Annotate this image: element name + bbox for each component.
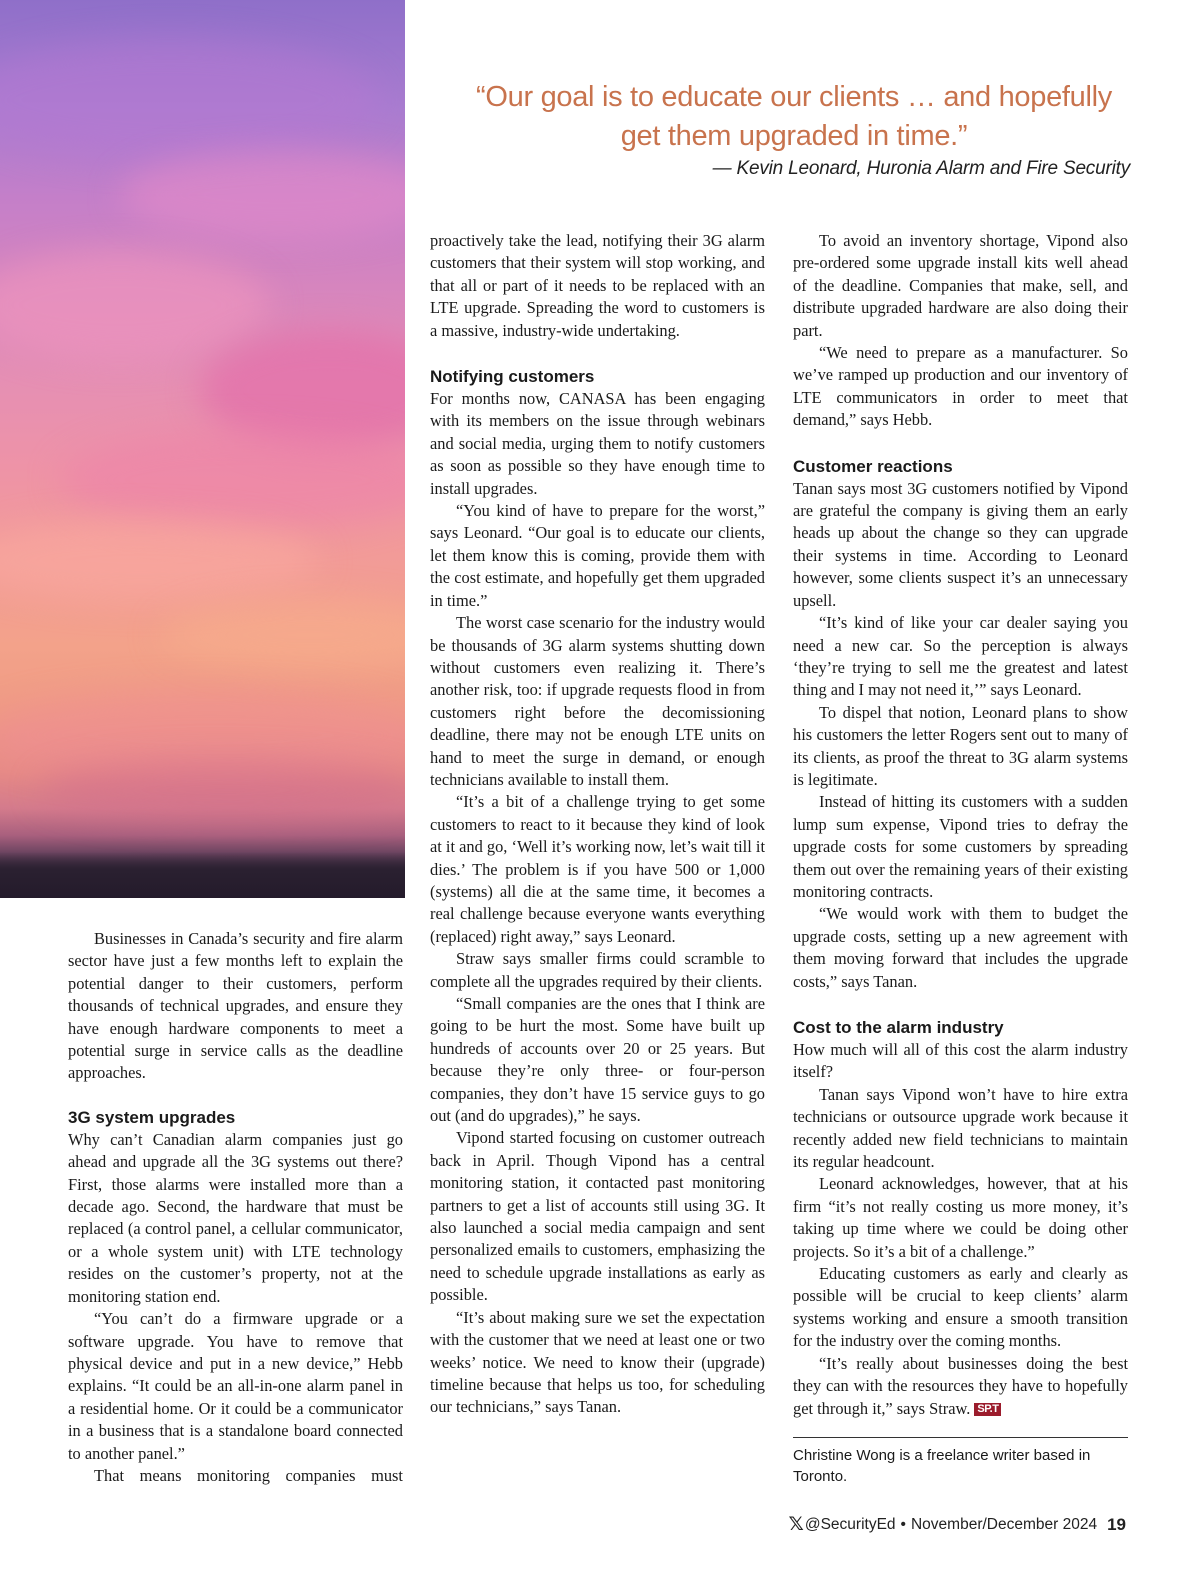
paragraph: “You kind of have to prepare for the worst,” says Leonard. “Our goal is to educate our clients, let them know this is coming, provide them with the cost estimate, and hopefully get them upgraded in time.” — [430, 501, 765, 610]
paragraph: “It’s about making sure we set the expectation with the customer that we need at least one or two weeks’ notice. We need to know their (upgrade) timeline because that helps us too, for scheduling our technicians,” says Tanan. — [430, 1307, 765, 1417]
article-column-2 — [430, 230, 765, 1419]
paragraph: Vipond started focusing on customer outreach back in April. Though Vipond has a central monitoring station, it contacted past monitoring partners to get a list of accounts still using 3G. It also launched a social media campaign and sent personalized emails to customers, emphasizing the need to schedule upgrade installations as early as possible. — [430, 1128, 765, 1305]
paragraph: “We would work with them to budget the upgrade costs, setting up a new agreement with them moving forward that includes the upgrade costs,” says Tanan. — [793, 904, 1128, 991]
social-handle: @SecurityEd — [804, 1515, 896, 1533]
paragraph: Straw says smaller firms could scramble to complete all the upgrades required by their clients. — [430, 949, 765, 991]
section-heading: Customer reactions — [793, 456, 953, 476]
paragraph: The worst case scenario for the industry would be thousands of 3G alarm systems shutting down without customers even realizing it. There’s another risk, too: if upgrade requests flood in from customers right before the decomissioning deadline, there may not be enough LTE units on hand to meet the surge in demand, or enough technicians available to install them. — [430, 613, 765, 789]
paragraph: To avoid an inventory shortage, Vipond also pre-ordered some upgrade install kits well ahead of the deadline. Companies that make, sell, and distribute upgraded hardware are also doing their part. — [793, 231, 1128, 340]
paragraph: That means monitoring companies must — [94, 1465, 403, 1485]
pull-quote-text: “Our goal is to educate our clients … and hopefully get them upgraded in time.” — [476, 81, 1112, 152]
paragraph: “It’s kind of like your car dealer saying you need a new car. So the perception is always ‘they’re trying to sell me the greatest and latest thing and I may not need it,’” says Leonard. — [793, 613, 1128, 700]
paragraph: Educating customers as early and clearly as possible will be crucial to keep clients’ alarm systems working and ensure a smooth transition for the industry over the coming months. — [793, 1264, 1128, 1351]
author-bio: Christine Wong is a freelance writer based in Toronto. — [793, 1437, 1128, 1487]
footer-separator: • — [900, 1515, 906, 1533]
paragraph: Tanan says Vipond won’t have to hire extra technicians or outsource upgrade work because it recently added new field technicians to maintain its regular headcount. — [793, 1084, 1128, 1172]
section-heading: Cost to the alarm industry — [793, 1018, 1004, 1037]
paragraph: To dispel that notion, Leonard plans to show his customers the letter Rogers sent out to many of its clients, as proof the threat to 3G alarm systems is legitimate. — [793, 702, 1128, 789]
paragraph: Why can’t Canadian alarm companies just go ahead and upgrade all the 3G systems out there? First, those alarms were installed more than a decade ago. Second, the hardware that must be replaced (a control panel, a cellular communicator, or a whole system unit) with LTE technology resides on the customer’s property, not at the monitoring station end. — [68, 1129, 403, 1306]
pull-quote — [430, 78, 1130, 180]
issue-date: November/December 2024 — [910, 1515, 1098, 1533]
section-heading: Notifying customers — [430, 367, 595, 387]
section-heading: 3G system upgrades — [68, 1107, 236, 1127]
final-paragraph — [793, 1353, 1128, 1420]
paragraph: Businesses in Canada’s security and fire alarm sector have just a few months left to explain the potential danger to their customers, perform thousands of technical upgrades, and ensure they have enough hardware components to meet a potential surge in service calls as the deadline approaches. — [68, 929, 403, 1083]
paragraph: “We need to prepare as a manufacturer. So we’ve ramped up production and our inventory of LTE communicators in order to meet that demand,” says Hebb. — [793, 343, 1128, 430]
end-mark-logo: SP.T — [974, 1403, 1001, 1416]
x-logo-icon: 𝕏 — [788, 1514, 804, 1535]
paragraph-text: “It’s really about businesses doing the best they can with the resources they have to hopefully get through it,” says Straw. — [793, 1353, 1128, 1418]
page-number: 19 — [1107, 1514, 1126, 1534]
sunset-photo — [0, 0, 405, 898]
city-horizon — [0, 852, 405, 898]
article-column-3 — [793, 230, 1128, 1420]
paragraph: “Small companies are the ones that I think are going to be hurt the most. Some have built up hundreds of accounts over 20 or 25 years. But because they’re only three- or four-person companies, they don’t have 15 service guys to go out (and do upgrades),” he says. — [430, 994, 765, 1126]
paragraph: proactively take the lead, notifying their 3G alarm customers that their system will stop working, and that all or part of it needs to be replaced with an LTE upgrade. Spreading the word to customers is a massive, industry-wide undertaking. — [430, 231, 765, 340]
paragraph: For months now, CANASA has been engaging with its members on the issue through webinars and social media, urging them to notify customers as soon as possible so they have enough time to install upgrades. — [430, 389, 765, 498]
article-column-1 — [68, 928, 403, 1487]
paragraph: Tanan says most 3G customers notified by Vipond are grateful the company is giving them an early heads up about the change so they can upgrade their systems in time. According to Leonard however, some clients suspect it’s an unnecessary upsell. — [793, 478, 1128, 610]
paragraph: Leonard acknowledges, however, that at his firm “it’s not really costing us more money, it’s taking up time where we could be doing other projects. So it’s a bit of a challenge.” — [793, 1174, 1128, 1261]
paragraph: Instead of hitting its customers with a sudden lump sum expense, Vipond tries to defray the upgrade costs for some customers by spreading them out over the remaining years of their existing monitoring contracts. — [793, 792, 1128, 901]
paragraph: “You can’t do a firmware upgrade or a software upgrade. You have to remove that physical device and put in a new device,” Hebb explains. “It could be an all-in-one alarm panel in a residential home. Or it could be a communicator in a business that is a standalone board connected to another panel.” — [68, 1309, 403, 1463]
page-footer — [789, 1513, 1126, 1536]
paragraph: How much will all of this cost the alarm industry itself? — [793, 1040, 1128, 1082]
pull-quote-attribution: — Kevin Leonard, Huronia Alarm and Fire Security — [712, 158, 1130, 179]
paragraph: “It’s a bit of a challenge trying to get some customers to react to it because they kind of look at it and go, ‘Well it’s working now, let’s wait till it dies.’ The problem is if you have 500 or 1,000 (systems) all die at the same time, it becomes a real challenge because everyone wants everything (replaced) right away,” says Leonard. — [430, 792, 765, 946]
